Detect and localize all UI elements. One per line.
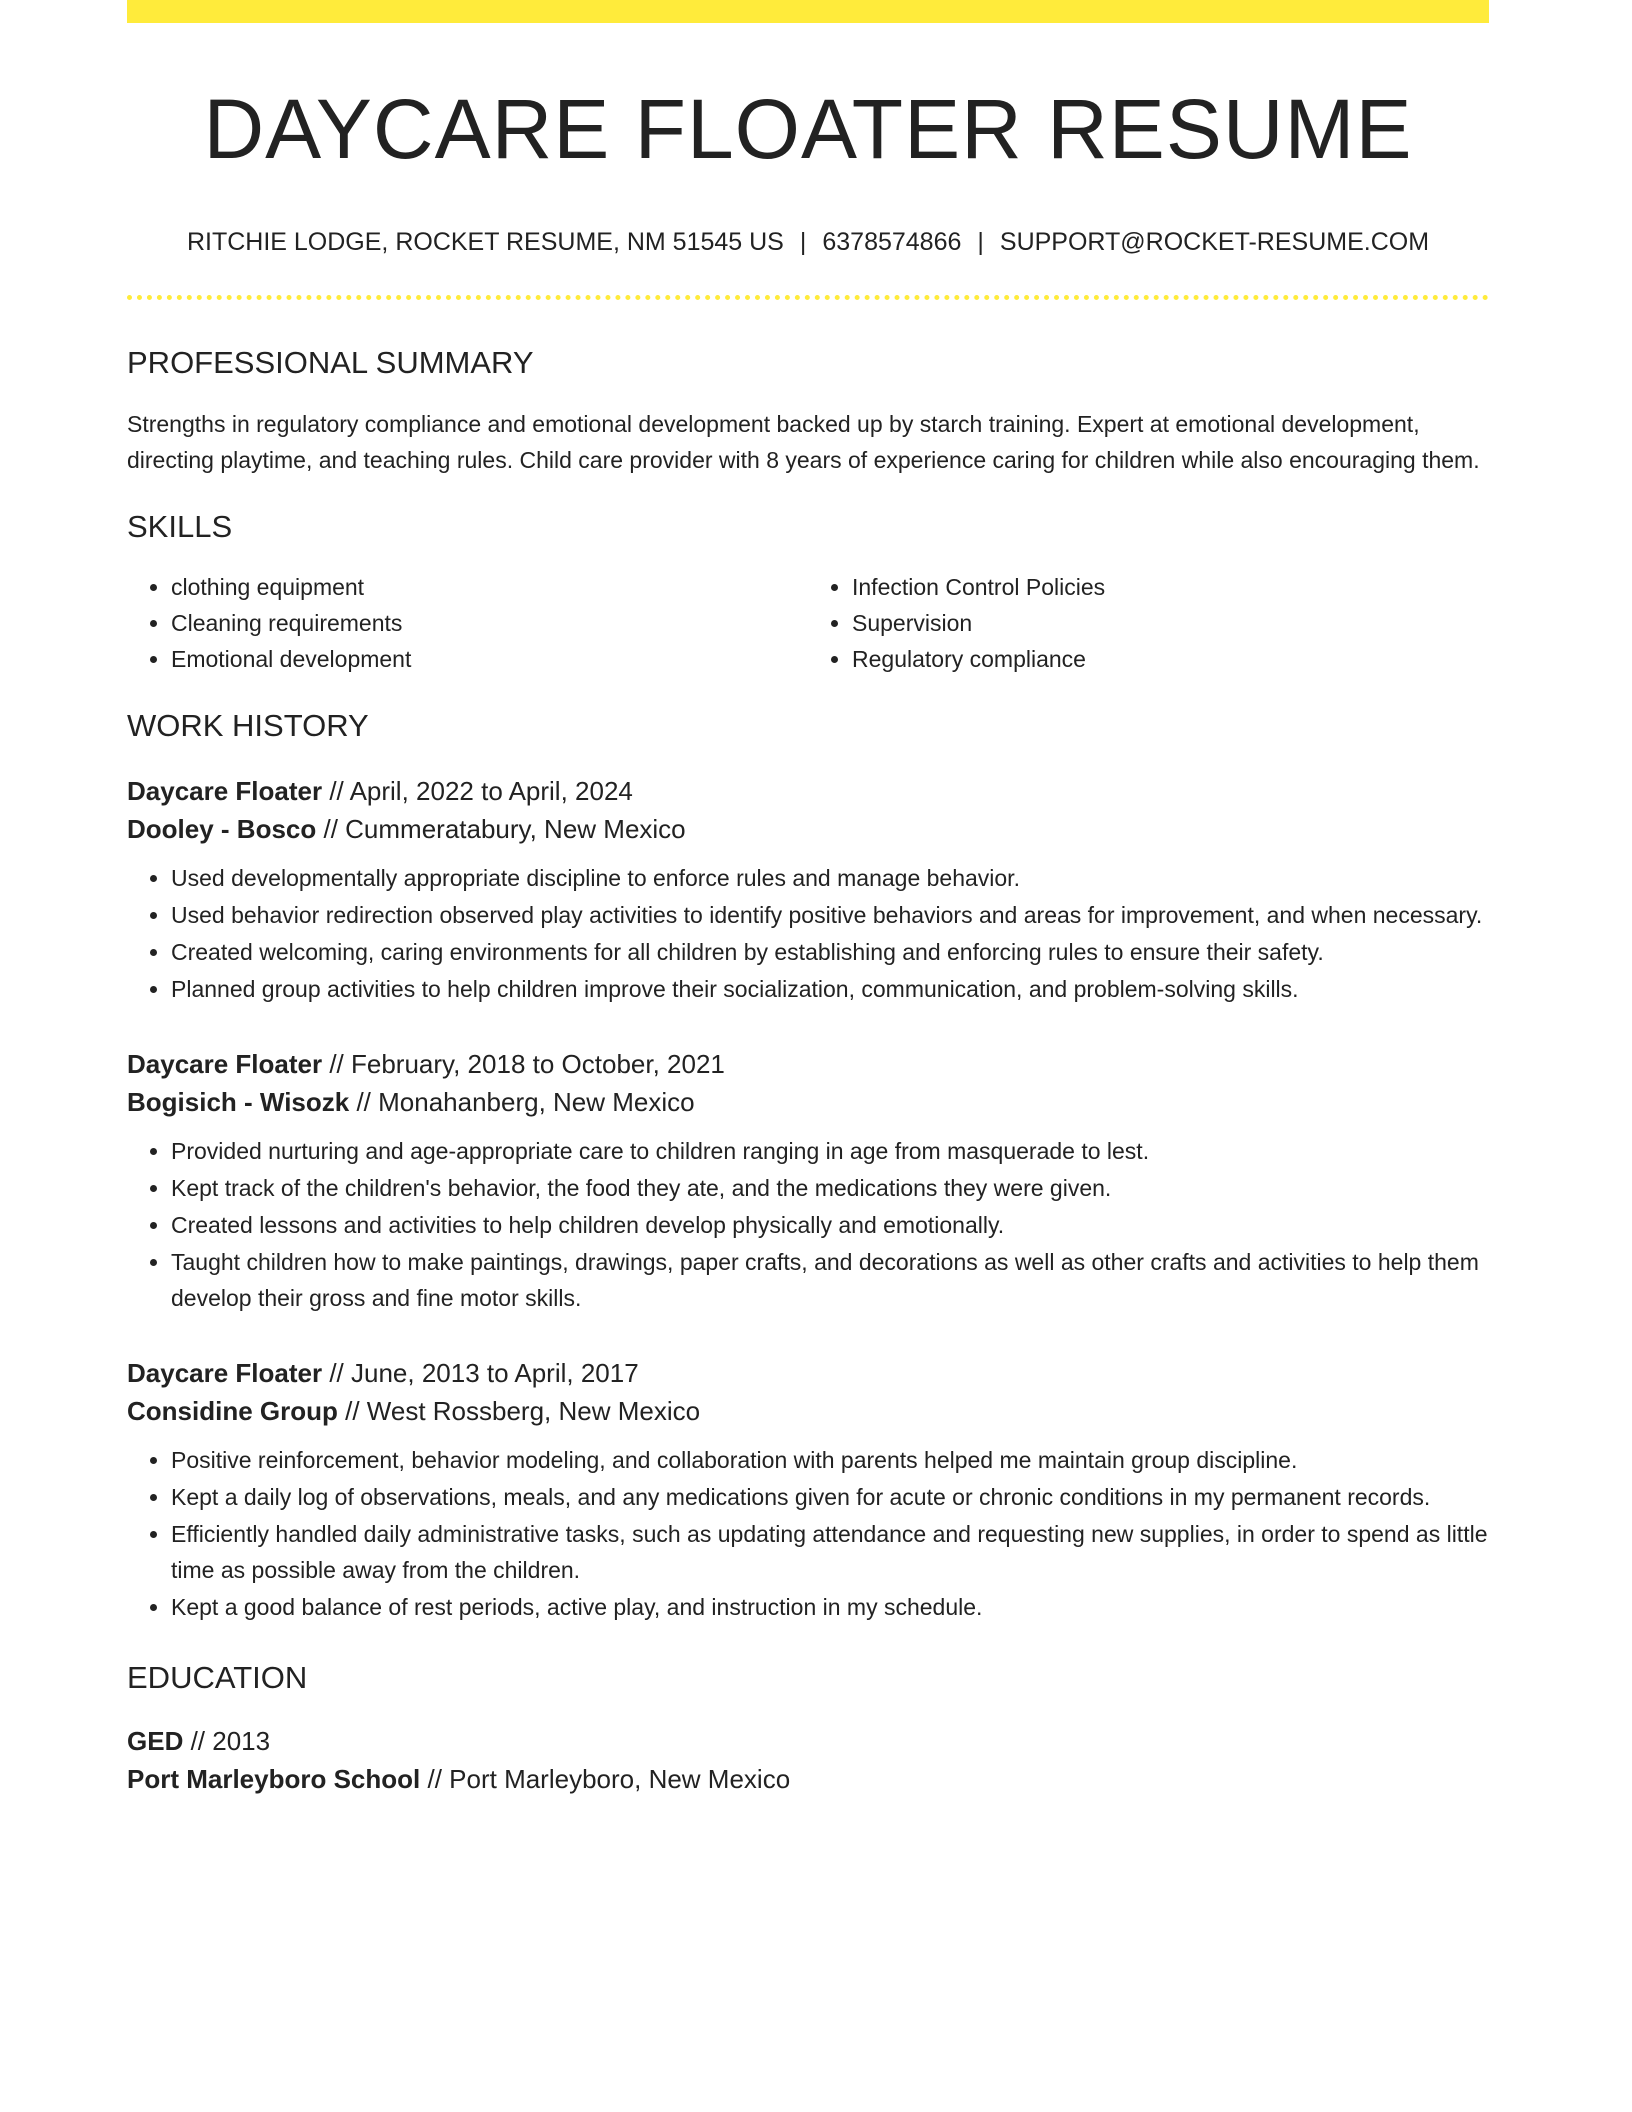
education-entry: [127, 1722, 1489, 1798]
skills-heading: SKILLS: [127, 508, 233, 544]
job-duty: • Provided nurturing and age-appropriate care to children ranging in age from masquerade to lest.: [171, 1133, 1489, 1169]
school-name: Port Marleyboro School: [127, 1764, 421, 1795]
header-divider: [127, 295, 1489, 300]
job-title-line: [127, 772, 1489, 810]
skill-item: • Emotional development: [171, 641, 808, 677]
work-history-heading: WORK HISTORY: [127, 707, 369, 743]
job-duty: • Kept a daily log of observations, meals, and any medications given for acute or chronic conditions in my permanent records.: [171, 1479, 1489, 1515]
degree: GED: [127, 1726, 184, 1757]
page-title: DAYCARE FLOATER RESUME: [203, 82, 1413, 176]
job-entry: [127, 772, 1489, 1007]
job-duty: • Efficiently handled daily administrative tasks, such as updating attendance and requesting new supplies, in order to spend as little time as possible away from the children.: [171, 1516, 1489, 1588]
resume-page: [127, 0, 1489, 1798]
job-title: Daycare Floater: [127, 775, 323, 806]
job-title: Daycare Floater: [127, 1357, 323, 1388]
summary-heading: PROFESSIONAL SUMMARY: [127, 345, 534, 381]
skills-column-left: [127, 569, 808, 677]
skill-item: • Cleaning requirements: [171, 605, 808, 641]
job-location: // Cummeratabury, New Mexico: [316, 813, 686, 844]
skill-item: • clothing equipment: [171, 569, 808, 605]
contact-address: RITCHIE LODGE, ROCKET RESUME, NM 51545 US: [186, 228, 784, 257]
contact-line: [127, 227, 1489, 257]
job-entry: [127, 1045, 1489, 1316]
job-duty: • Planned group activities to help children improve their socialization, communication, and problem-solving skills.: [171, 971, 1489, 1007]
job-company: Considine Group: [127, 1395, 338, 1426]
skill-item: • Regulatory compliance: [852, 641, 1489, 677]
job-title: Daycare Floater: [127, 1048, 323, 1079]
job-location: // West Rossberg, New Mexico: [337, 1395, 701, 1426]
job-duty: • Kept a good balance of rest periods, active play, and instruction in my schedule.: [171, 1589, 1489, 1625]
job-dates: // April, 2022 to April, 2024: [322, 775, 633, 806]
job-dates: // February, 2018 to October, 2021: [322, 1048, 725, 1079]
job-duties: [127, 1442, 1489, 1625]
school-location: // Port Marleyboro, New Mexico: [420, 1764, 791, 1795]
contact-separator: |: [799, 228, 807, 257]
job-company-line: [127, 1083, 1489, 1121]
job-company-line: [127, 1392, 1489, 1430]
job-duties: [127, 1133, 1489, 1316]
skill-item: • Infection Control Policies: [852, 569, 1489, 605]
job-duty: • Positive reinforcement, behavior modeling, and collaboration with parents helped me maintain group discipline.: [171, 1442, 1489, 1478]
summary-text: Strengths in regulatory compliance and emotional development backed up by starch training. Expert at emotional development, directing playtime, and teaching rules. Child care provider with 8 years of experience caring for children while also encouraging them.: [127, 410, 1480, 473]
job-duties: [127, 860, 1489, 1007]
job-duty: • Created lessons and activities to help children develop physically and emotionally.: [171, 1207, 1489, 1243]
school-line: [127, 1760, 1489, 1798]
job-dates: // June, 2013 to April, 2017: [322, 1357, 639, 1388]
degree-line: [127, 1722, 1489, 1760]
top-accent-bar: [127, 0, 1489, 23]
job-duty: • Used behavior redirection observed play activities to identify positive behaviors and areas for improvement, and when necessary.: [171, 897, 1489, 933]
contact-phone: 6378574866: [822, 228, 962, 257]
job-duty: • Created welcoming, caring environments for all children by establishing and enforcing rules to ensure their safety.: [171, 934, 1489, 970]
job-duty: • Kept track of the children's behavior, the food they ate, and the medications they were given.: [171, 1170, 1489, 1206]
job-duty: • Taught children how to make paintings, drawings, paper crafts, and decorations as well as other crafts and activities to help them develop their gross and fine motor skills.: [171, 1244, 1489, 1316]
skills-column-right: [808, 569, 1489, 677]
job-location: // Monahanberg, New Mexico: [349, 1086, 695, 1117]
job-title-line: [127, 1045, 1489, 1083]
job-company: Bogisich - Wisozk: [127, 1086, 350, 1117]
job-company-line: [127, 810, 1489, 848]
job-duty: • Used developmentally appropriate discipline to enforce rules and manage behavior.: [171, 860, 1489, 896]
job-company: Dooley - Bosco: [127, 813, 317, 844]
job-entry: [127, 1354, 1489, 1625]
job-title-line: [127, 1354, 1489, 1392]
contact-email: SUPPORT@ROCKET-RESUME.COM: [999, 228, 1430, 257]
contact-separator: |: [977, 228, 984, 257]
degree-year: // 2013: [183, 1726, 271, 1757]
skill-item: • Supervision: [852, 605, 1489, 641]
education-heading: EDUCATION: [127, 1659, 308, 1695]
skills-list: [127, 569, 1489, 677]
